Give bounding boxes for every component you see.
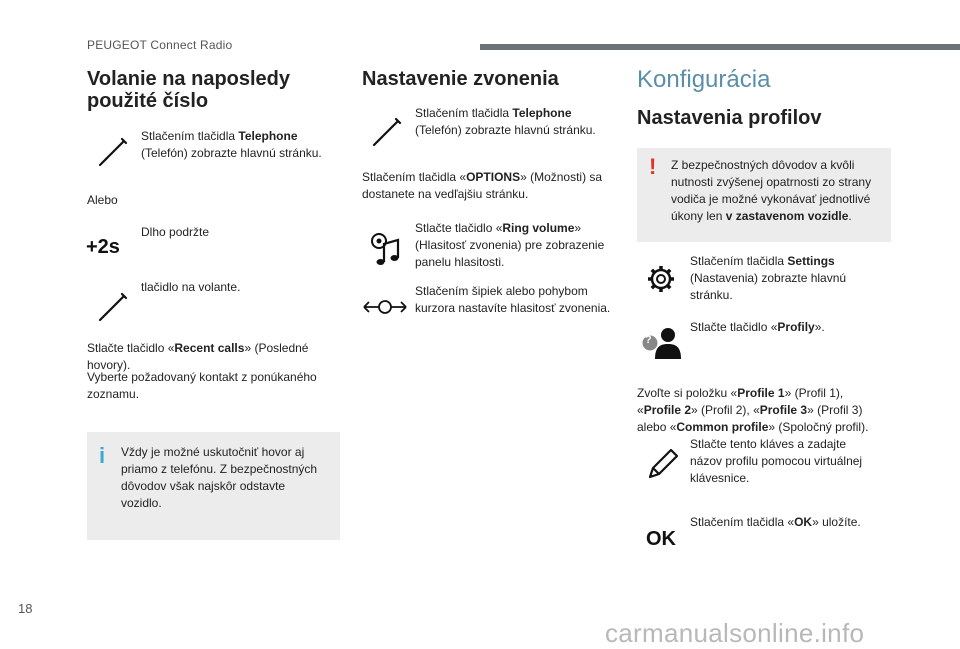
col2-step-telephone: Stlačením tlačidla Telephone (Telefón) zobrazte hlavnú stránku. xyxy=(415,106,596,137)
arrows-cursor-icon xyxy=(362,297,408,317)
col3-ok: Stlačením tlačidla «OK» uložíte. xyxy=(690,515,861,529)
ok-icon: OK xyxy=(646,528,676,550)
col2-ring-volume: Stlačte tlačidlo «Ring volume» (Hlasitosť zvonenia) pre zobrazenie panelu hlasitosti. xyxy=(415,221,605,269)
col2-arrows: Stlačením šipiek alebo pohybom kurzora nastavíte hlasitosť zvonenia. xyxy=(415,284,611,315)
ring-volume-icon xyxy=(366,228,408,270)
warning-note-text: Z bezpečnostných dôvodov a kvôli nutnosti zvýšenej opatrnosti zo strany vodiča je možné vykonávať jednotlivé úkony len v zastavenom vozidle. xyxy=(671,158,872,223)
col3-keyboard: Stlačte tento kláves a zadajte názov profilu pomocou virtuálnej klávesnice. xyxy=(690,437,863,485)
col2-options: Stlačením tlačidla «OPTIONS» (Možnosti) sa dostanete na vedľajšiu stránku. xyxy=(362,170,603,201)
hold-2s-icon: +2s xyxy=(86,236,120,258)
profile-icon-mark: ? xyxy=(645,334,652,346)
heading-line-2: použité číslo xyxy=(87,90,209,112)
info-note xyxy=(87,432,340,540)
phone-icon-ring xyxy=(370,115,404,149)
gear-icon xyxy=(646,264,676,294)
section-heading-recent xyxy=(87,68,290,112)
warning-note xyxy=(637,148,891,242)
col1-recent-calls: Stlačte tlačidlo «Recent calls» (Posledné hovory). xyxy=(87,341,309,372)
col1-select-contact: Vyberte požadovaný kontakt z ponúkaného zoznamu. xyxy=(87,370,317,401)
col1-step-telephone: Stlačením tlačidla Telephone (Telefón) zobrazte hlavnú stránku. xyxy=(141,129,322,160)
phone-icon-steering xyxy=(96,290,130,324)
phone-icon xyxy=(96,135,130,169)
col3-settings: Stlačením tlačidla Settings (Nastavenia) zobrazte hlavnú stránku. xyxy=(690,254,847,302)
col1-or: Alebo xyxy=(87,193,118,207)
header-title: PEUGEOT Connect Radio xyxy=(87,38,233,52)
header-bar xyxy=(480,44,960,50)
section-heading-profiles: Nastavenia profilov xyxy=(637,107,822,129)
col3-profily: Stlačte tlačidlo «Profily». xyxy=(690,320,825,334)
heading-line-1: Volanie na naposledy xyxy=(87,68,291,90)
pencil-icon xyxy=(644,447,680,483)
page-number: 18 xyxy=(18,601,33,616)
warning-icon: ! xyxy=(649,154,657,179)
info-note-text: Vždy je možné uskutočniť hovor aj priamo z telefónu. Z bezpečnostných dôvodov však najskôr odstavte vozidlo. xyxy=(121,445,318,510)
watermark: carmanualsonline.info xyxy=(605,618,865,648)
col1-hold: Dlho podržte xyxy=(141,225,210,239)
col1-steering: tlačidlo na volante. xyxy=(141,280,241,294)
section-title-config: Konfigurácia xyxy=(637,66,771,93)
col3-choose-profile: Zvoľte si položku «Profile 1» (Profil 1), «Profile 2» (Profil 2), «Profile 3» (Profil 3) alebo «Common profile» (Spoločný profil). xyxy=(637,386,869,434)
section-heading-ringtone: Nastavenie zvonenia xyxy=(362,68,559,90)
info-icon: i xyxy=(99,443,106,468)
